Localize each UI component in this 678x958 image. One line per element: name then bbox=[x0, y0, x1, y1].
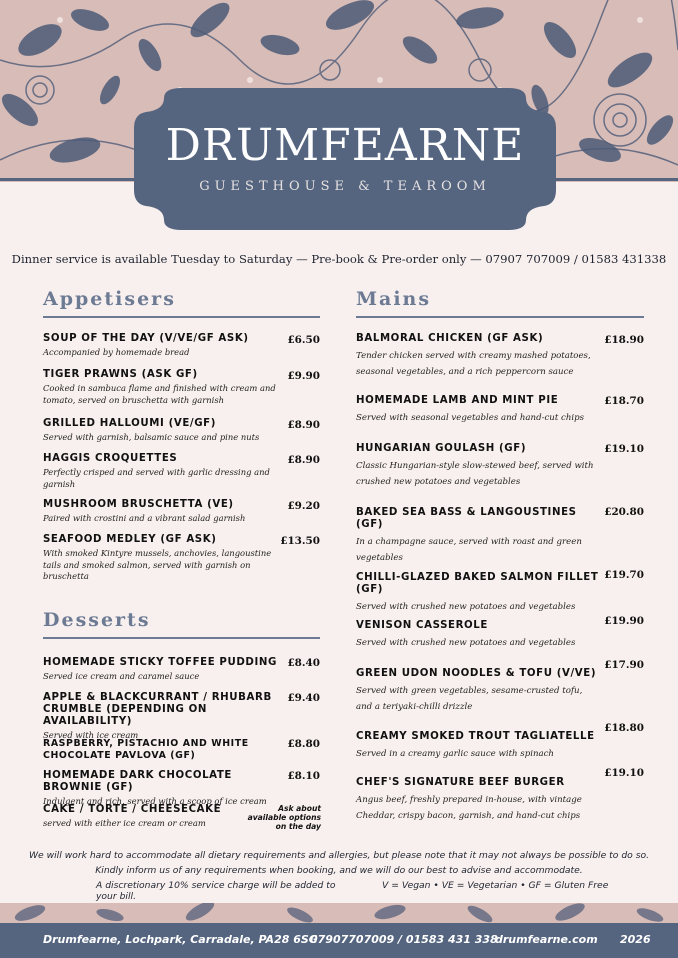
menu-item bbox=[356, 572, 601, 616]
item-desc: Perfectly crisped and served with garlic dressing and garnish bbox=[43, 467, 270, 489]
item-desc: Served with crushed new potatoes and vegetables bbox=[356, 638, 576, 648]
item-name: BAKED SEA BASS & LANGOUSTINES (GF) bbox=[356, 507, 577, 530]
mains-rule bbox=[356, 316, 644, 318]
floral-footer-band bbox=[0, 903, 678, 923]
item-price: £19.10 bbox=[604, 767, 644, 779]
item-name: HUNGARIAN GOULASH (GF) bbox=[356, 443, 527, 454]
menu-item bbox=[43, 657, 283, 683]
item-desc: Served with crushed new potatoes and vegetables bbox=[356, 602, 576, 612]
menu-item bbox=[43, 770, 288, 808]
footer-bar bbox=[0, 923, 678, 958]
item-name: BALMORAL CHICKEN (GF ASK) bbox=[356, 333, 544, 344]
booking-note: Kindly inform us of any requirements when booking, and we will do our best to advise and accommodate. bbox=[95, 865, 583, 876]
menu-item bbox=[356, 395, 596, 427]
item-desc: Cooked in sambuca flame and finished with cream and tomato, served on bruschetta with garnish bbox=[43, 383, 276, 405]
service-charge-note: A discretionary 10% service charge will be added to your bill. bbox=[96, 880, 336, 902]
item-name: GREEN UDON NOODLES & TOFU (V/VE) bbox=[356, 668, 597, 679]
footer-phone[interactable]: 07907707009 / 01583 431 338 bbox=[310, 933, 498, 946]
item-desc: Classic Hungarian-style slow-stewed beef, served with crushed new potatoes and vegetables bbox=[356, 461, 594, 487]
item-price: £18.80 bbox=[604, 722, 644, 734]
menu-item bbox=[356, 777, 601, 824]
item-desc: Served ice cream and caramel sauce bbox=[43, 671, 200, 681]
item-desc: Served with green vegetables, sesame-crusted tofu, and a teriyaki-chilli drizzle bbox=[356, 686, 583, 712]
menu-item bbox=[356, 507, 601, 566]
item-name: CAKE / TORTE / CHEESECAKE bbox=[43, 804, 222, 815]
menu-item bbox=[43, 369, 288, 406]
item-name: SOUP OF THE DAY (V/VE/GF ASK) bbox=[43, 333, 249, 344]
menu-item bbox=[356, 731, 601, 763]
item-price: £13.50 bbox=[280, 535, 320, 547]
menu-item bbox=[43, 738, 258, 762]
item-desc: Paired with crostini and a vibrant salad garnish bbox=[43, 513, 246, 523]
item-desc: served with either ice cream or cream bbox=[43, 818, 206, 828]
item-desc: Served in a creamy garlic sauce with spinach bbox=[356, 749, 554, 759]
item-price: £17.90 bbox=[604, 659, 644, 671]
item-price: £9.90 bbox=[287, 370, 320, 382]
item-price: £19.10 bbox=[604, 443, 644, 455]
menu-item bbox=[43, 453, 278, 490]
footer-year: 2026 bbox=[620, 933, 651, 946]
item-name: CHILLI-GLAZED BAKED SALMON FILLET (GF) bbox=[356, 572, 599, 595]
item-price: £9.40 bbox=[287, 692, 320, 704]
appetisers-rule bbox=[43, 316, 320, 318]
item-name: HOMEMADE STICKY TOFFEE PUDDING bbox=[43, 657, 277, 668]
item-desc: Tender chicken served with creamy mashed potatoes, seasonal vegetables, and a rich peppercorn sauce bbox=[356, 351, 591, 377]
item-desc: Served with ice cream bbox=[43, 730, 139, 740]
item-name: HAGGIS CROQUETTES bbox=[43, 453, 178, 464]
item-price: £20.80 bbox=[604, 506, 644, 518]
item-desc: In a champagne sauce, served with roast and green vegetables bbox=[356, 537, 582, 563]
item-name: CREAMY SMOKED TROUT TAGLIATELLE bbox=[356, 731, 595, 742]
item-desc: Accompanied by homemade bread bbox=[43, 347, 190, 357]
service-info: Dinner service is available Tuesday to Saturday — Pre-book & Pre-order only — 07907 707009 / 01583 431338 bbox=[11, 252, 667, 266]
item-name: APPLE & BLACKCURRANT / RHUBARB CRUMBLE (DEPENDING ON AVAILABILITY) bbox=[43, 692, 272, 727]
desserts-rule bbox=[43, 637, 320, 639]
item-name: CHEF'S SIGNATURE BEEF BURGER bbox=[356, 777, 565, 788]
item-price: £8.10 bbox=[287, 770, 320, 782]
page-title: DRUMFEARNE bbox=[165, 120, 525, 171]
item-price: £6.50 bbox=[287, 334, 320, 346]
item-name: HOMEMADE DARK CHOCOLATE BROWNIE (GF) bbox=[43, 770, 232, 793]
mains-title: Mains bbox=[356, 288, 432, 310]
menu-item bbox=[356, 668, 601, 715]
footer-floral-pattern bbox=[0, 903, 678, 923]
menu-item bbox=[43, 534, 278, 583]
desserts-title: Desserts bbox=[43, 609, 151, 631]
item-name: VENISON CASSEROLE bbox=[356, 620, 488, 631]
menu-item bbox=[43, 499, 283, 525]
item-price: £8.80 bbox=[287, 738, 320, 750]
item-desc: Served with seasonal vegetables and hand-cut chips bbox=[356, 413, 585, 423]
menu-item bbox=[356, 620, 596, 652]
menu-item bbox=[43, 333, 283, 359]
item-price: £8.90 bbox=[287, 419, 320, 431]
menu-item bbox=[356, 333, 596, 380]
item-desc: Served with garnish, balsamic sauce and pine nuts bbox=[43, 432, 260, 442]
item-desc: Angus beef, freshly prepared in-house, with vintage Cheddar, crispy bacon, garnish, and hand-cut chips bbox=[356, 795, 582, 821]
item-name: SEAFOOD MEDLEY (GF ASK) bbox=[43, 534, 217, 545]
appetisers-title: Appetisers bbox=[43, 288, 176, 310]
menu-item bbox=[43, 804, 248, 830]
menu-item bbox=[43, 692, 278, 742]
dietary-key: V = Vegan • VE = Vegetarian • GF = Gluten Free bbox=[382, 880, 609, 891]
item-name: GRILLED HALLOUMI (VE/GF) bbox=[43, 418, 216, 429]
item-name: MUSHROOM BRUSCHETTA (VE) bbox=[43, 499, 234, 510]
footer-website[interactable]: drumfearne.com bbox=[495, 933, 598, 946]
item-price: £9.20 bbox=[287, 500, 320, 512]
item-desc: Indulgent and rich, served with a scoop of ice cream bbox=[43, 796, 267, 806]
item-price: £8.40 bbox=[287, 657, 320, 669]
item-price: £18.70 bbox=[604, 395, 644, 407]
item-name: HOMEMADE LAMB AND MINT PIE bbox=[356, 395, 559, 406]
menu-item bbox=[356, 443, 596, 490]
footer-address: Drumfearne, Lochpark, Carradale, PA28 6SG bbox=[43, 933, 318, 946]
menu-item bbox=[43, 418, 288, 444]
item-name: TIGER PRAWNS (ASK GF) bbox=[43, 369, 198, 380]
item-price: £19.70 bbox=[604, 569, 644, 581]
item-price: £8.90 bbox=[287, 454, 320, 466]
item-desc: With smoked Kintyre mussels, anchovies, langoustine tails and smoked salmon, served with garnish on bruschetta bbox=[43, 548, 272, 581]
dietary-note: We will work hard to accommodate all dietary requirements and allergies, but please note that it may not always be possible to do so. bbox=[28, 850, 650, 861]
item-name: RASPBERRY, PISTACHIO AND WHITE CHOCOLATE PAVLOVA (GF) bbox=[43, 738, 249, 761]
item-price: £19.90 bbox=[604, 615, 644, 627]
item-price: £18.90 bbox=[604, 334, 644, 346]
page-subtitle: GUESTHOUSE & TEAROOM bbox=[199, 179, 491, 194]
availability-note: Ask about available options on the day bbox=[247, 804, 321, 831]
